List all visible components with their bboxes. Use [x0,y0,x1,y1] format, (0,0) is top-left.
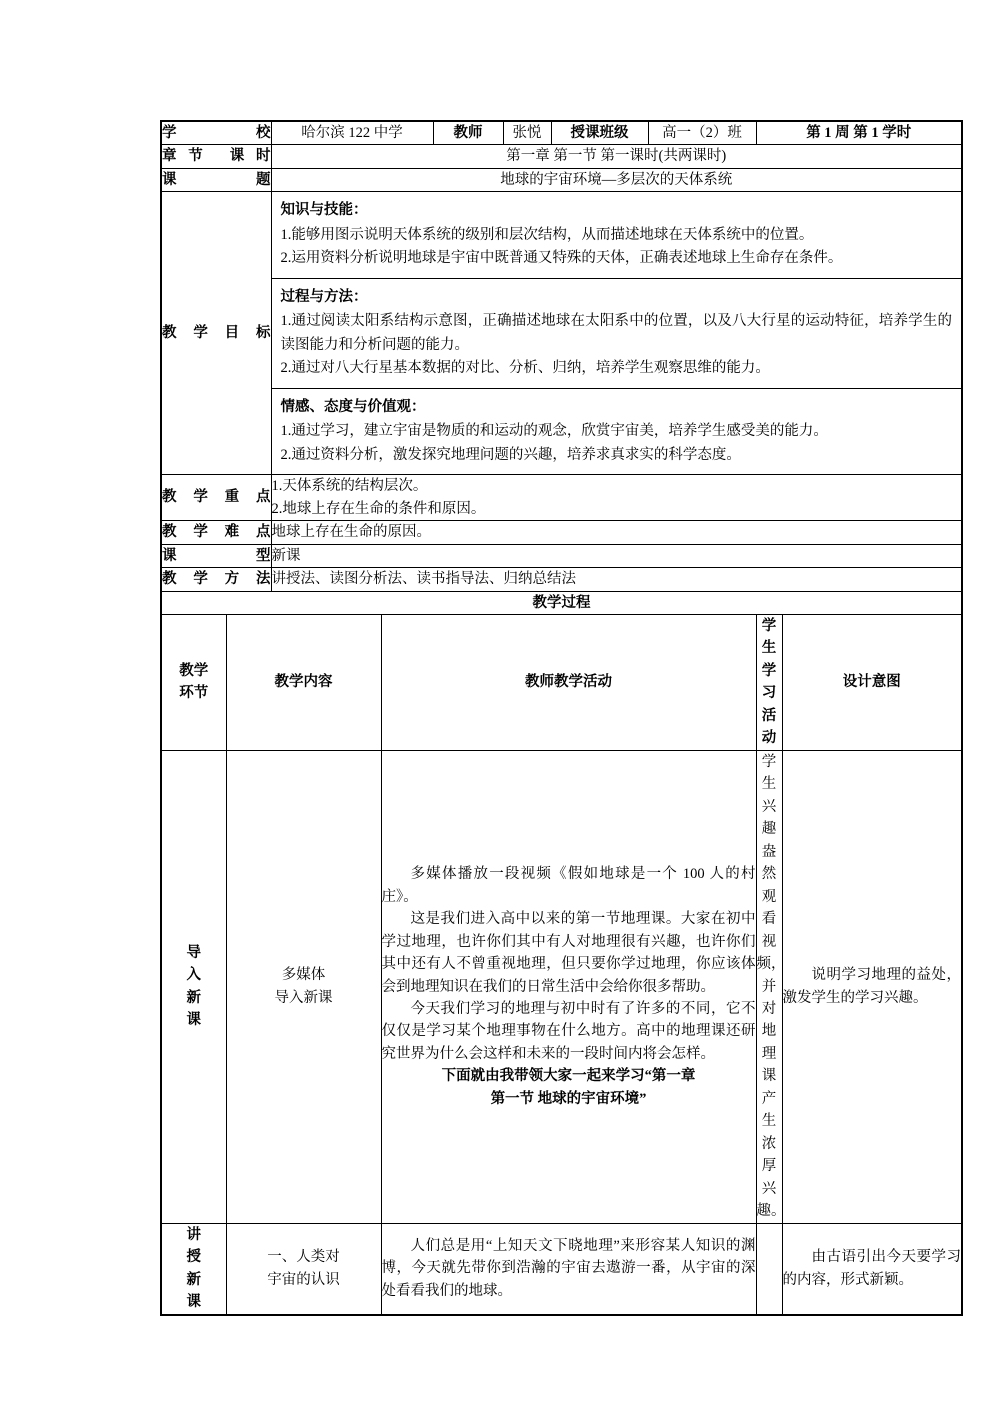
objective-heading: 知识与技能： [280,202,368,219]
process-title: 教学过程 [161,591,962,614]
content-line: 一、人类对 [267,1249,340,1266]
content-cell-intro [226,750,381,1223]
stage-char: 新 [186,1271,201,1288]
stage-cell-intro [161,750,226,1223]
objective-line: 1.能够用图示说明天体系统的级别和层次结构，从而描述地球在天体系统中的位置。 [280,226,814,243]
teacher-activity-cell-teach [381,1223,756,1314]
column-header-teacher: 教师教学活动 [381,615,756,751]
header-row [161,121,962,145]
design-intent-cell-intro [782,750,962,1223]
objective-block-knowledge [272,192,962,278]
lesson-plan-page [160,120,961,1316]
teacher-paragraph: 这是我们进入高中以来的第一节地理课。大家在初中学过地理，也许你们其中有人对地理很有兴趣，也许你们其中还有人不曾重视地理，但只要你学过地理，你应该体会到地理知识在我们的日常生活中会给你很多帮助。 [381,911,756,995]
key-point-line: 1.天体系统的结构层次。 [271,478,428,495]
student-activity-cell-teach [756,1223,782,1314]
column-header-content: 教学内容 [226,615,381,751]
content-line: 导入新课 [274,989,333,1006]
stage-char: 新 [186,989,201,1006]
objective-heading: 过程与方法： [280,288,368,305]
teaching-methods-value: 讲授法、读图分析法、读书指导法、归纳总结法 [271,568,962,591]
stage-char: 课 [186,1294,201,1311]
objective-line: 2.通过资料分析，激发探究地理问题的兴趣，培养求真求实的科学态度。 [280,446,741,463]
objectives-label: 教学目标 [161,192,271,475]
objective-line: 1.通过学习，建立宇宙是物质的和运动的观念，欣赏宇宙美，培养学生感受美的能力。 [280,423,828,440]
column-header-stage-line1: 教学 [179,662,209,679]
column-header-intent: 设计意图 [782,615,962,751]
key-points-value [271,475,962,521]
chapter-label: 章节 课时 [161,145,271,168]
stage-char: 导 [186,944,201,961]
objective-block-attitude [272,389,962,474]
content-cell-teach [226,1223,381,1314]
stage-char: 讲 [186,1226,201,1243]
stage-char: 课 [186,1012,201,1029]
stage-char: 入 [186,967,201,984]
course-type-label: 课型 [161,544,271,567]
topic-row [161,168,962,191]
process-title-row [161,591,962,614]
teacher-activity-cell-intro [381,750,756,1223]
process-row [161,750,962,1223]
teacher-label: 教师 [433,121,503,145]
chapter-row [161,145,962,168]
course-type-value: 新课 [271,544,962,567]
objective-line: 1.通过阅读太阳系结构示意图，正确描述地球在太阳系中的位置，以及八大行星的运动特征，培养学生的读图能力和分析问题的能力。 [280,313,952,353]
objective-line: 2.运用资料分析说明地球是宇宙中既普通又特殊的天体，正确表述地球上生命存在条件。 [280,250,843,267]
teaching-methods-label: 教学方法 [161,568,271,591]
topic-value: 地球的宇宙环境—多层次的天体系统 [271,168,962,191]
topic-label: 课题 [161,168,271,191]
difficult-points-label: 教学难点 [161,521,271,544]
difficult-points-value: 地球上存在生命的原因。 [271,521,962,544]
column-header-stage-line2: 环节 [179,685,209,702]
objective-heading: 情感、态度与价值观： [280,398,426,415]
teacher-value: 张悦 [503,121,551,145]
teacher-centered-line: 第一节 地球的宇宙环境” [490,1090,647,1107]
course-type-row [161,544,962,567]
week-period-value: 第 1 周 第 1 学时 [756,121,962,145]
objectives-value [271,192,962,475]
teacher-paragraph: 人们总是用“上知天文下晓地理”来形容某人知识的渊博，今天就先带你到浩瀚的宇宙去遨游一番，从宇宙的深处看看我们的地球。 [381,1237,756,1299]
teacher-paragraph: 多媒体播放一段视频《假如地球是一个 100 人的村庄》。 [381,866,756,905]
column-header-stage [161,615,226,751]
school-label: 学校 [161,121,271,145]
process-column-header-row [161,615,962,751]
teaching-methods-row [161,568,962,591]
stage-char: 授 [186,1249,201,1266]
objective-block-process [272,279,962,389]
key-points-label: 教学重点 [161,475,271,521]
process-row [161,1223,962,1314]
stage-cell-teach [161,1223,226,1314]
intent-text: 说明学习地理的益处，激发学生的学习兴趣。 [782,967,961,1006]
class-value: 高一（2）班 [648,121,756,145]
student-activity-cell-intro: 学生兴趣盎然观看视频，并对地理课产生浓厚兴趣。 [756,750,782,1223]
objective-line: 2.通过对八大行星基本数据的对比、分析、归纳，培养学生观察思维的能力。 [280,360,770,377]
key-point-line: 2.地球上存在生命的条件和原因。 [271,500,486,517]
teacher-centered-line: 下面就由我带领大家一起来学习“第一章 [441,1068,696,1085]
chapter-value: 第一章 第一节 第一课时(共两课时) [271,145,962,168]
objectives-row [161,192,962,475]
intent-text: 由古语引出今天要学习的内容，形式新颖。 [782,1249,961,1288]
lesson-plan-table [160,120,963,1316]
content-line: 宇宙的认识 [267,1271,340,1288]
design-intent-cell-teach [782,1223,962,1314]
class-label: 授课班级 [551,121,648,145]
difficult-points-row [161,521,962,544]
column-header-student: 学生学习活动 [756,615,782,751]
teacher-paragraph: 今天我们学习的地理与初中时有了许多的不同，它不仅仅是学习某个地理事物在什么地方。高中的地理课还研究世界为什么会这样和未来的一段时间内将会怎样。 [381,1000,756,1062]
school-value: 哈尔滨 122 中学 [271,121,433,145]
key-points-row [161,475,962,521]
content-line: 多媒体 [281,967,326,984]
